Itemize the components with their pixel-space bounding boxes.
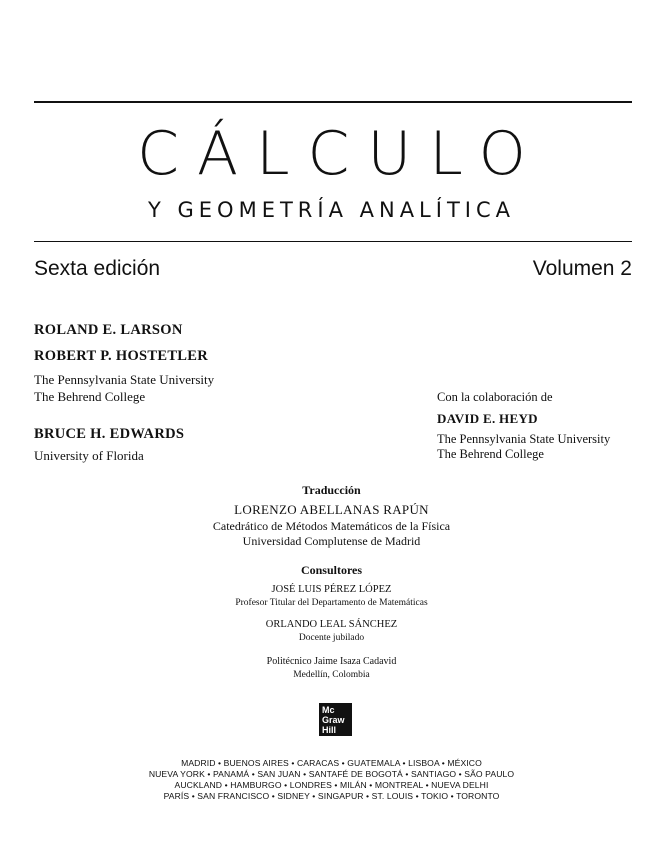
- consultant-name: JOSÉ LUIS PÉREZ LÓPEZ: [271, 584, 392, 595]
- author-affiliation: The Pennsylvania State University: [34, 372, 215, 387]
- mcgraw-hill-logo: [319, 703, 352, 736]
- cities-line: MADRID • BUENOS AIRES • CARACAS • GUATEMALA • LISBOA • MÉXICO: [181, 758, 482, 768]
- cities-line: NUEVA YORK • PANAMÁ • SAN JUAN • SANTAFÉ DE BOGOTÁ • SANTIAGO • SÃO PAULO: [148, 769, 515, 779]
- translator-title: Catedrático de Métodos Matemáticos de la Física: [212, 519, 451, 533]
- consultant-city: Medellín, Colombia: [293, 670, 370, 680]
- edition-label: Sexta edición: [34, 257, 161, 280]
- collaborator-affiliation: The Pennsylvania State University: [437, 432, 611, 446]
- volume-label: Volumen 2: [532, 257, 632, 280]
- translation-heading: Traducción: [302, 483, 361, 497]
- author-name: ROLAND E. LARSON: [34, 322, 183, 338]
- author-affiliation: The Behrend College: [34, 389, 146, 404]
- book-title: CÁLCULO: [137, 119, 544, 189]
- collaborator-affiliation: The Behrend College: [437, 447, 544, 461]
- cities-line: AUCKLAND • HAMBURGO • LONDRES • MILÁN • MONTREAL • NUEVA DELHI: [174, 780, 489, 790]
- consultant-institution: Politécnico Jaime Isaza Cadavid: [266, 656, 397, 667]
- author-name: BRUCE H. EDWARDS: [34, 426, 185, 442]
- middle-rule: [34, 241, 632, 242]
- book-subtitle: Y GEOMETRÍA ANALÍTICA: [148, 198, 515, 222]
- author-affiliation: University of Florida: [34, 448, 144, 463]
- logo-text: Mc Graw Hill: [322, 705, 345, 735]
- collaboration-intro: Con la colaboración de: [437, 390, 553, 404]
- cities-line: PARÍS • SAN FRANCISCO • SIDNEY • SINGAPUR • ST. LOUIS • TOKIO • TORONTO: [163, 791, 500, 801]
- consultants-heading: Consultores: [300, 563, 363, 577]
- consultant-name: ORLANDO LEAL SÁNCHEZ: [265, 619, 398, 630]
- author-name: ROBERT P. HOSTETLER: [34, 348, 209, 364]
- consultant-role: Profesor Titular del Departamento de Matemáticas: [235, 598, 428, 608]
- top-rule: [34, 101, 632, 103]
- translator-university: Universidad Complutense de Madrid: [242, 534, 421, 548]
- collaborator-name: DAVID E. HEYD: [437, 411, 538, 426]
- translator-name: LORENZO ABELLANAS RAPÚN: [234, 502, 429, 517]
- consultant-role: Docente jubilado: [298, 633, 365, 643]
